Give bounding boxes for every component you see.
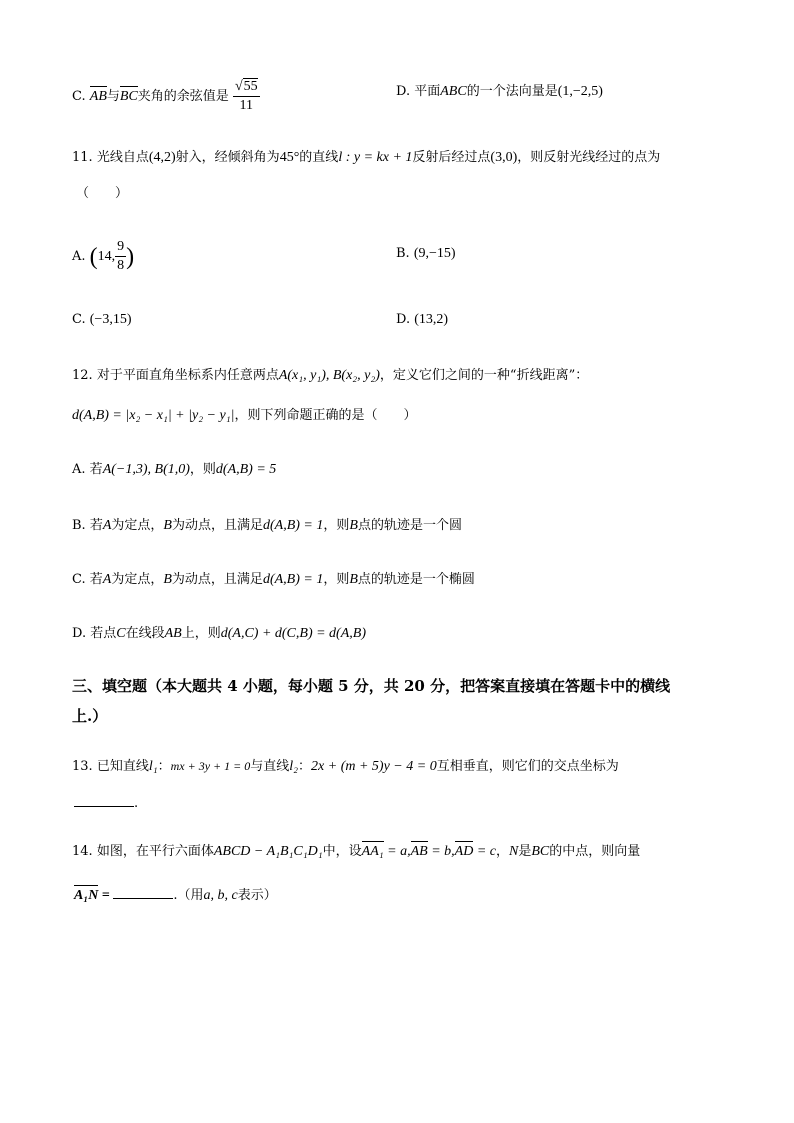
- text: 如图，在平行六面体: [96, 844, 214, 859]
- text: 射入，经倾斜角为: [175, 150, 280, 165]
- answer-blank[interactable]: [74, 792, 134, 807]
- fraction: [115, 238, 126, 275]
- q10-option-d: [396, 82, 603, 102]
- option-letter: D.: [396, 312, 411, 327]
- text: .: [173, 888, 178, 903]
- denominator: 11: [239, 98, 254, 113]
- plane-name: ABC: [440, 84, 467, 99]
- text: 在线段: [125, 626, 165, 641]
- text: 与: [106, 89, 120, 104]
- text: 若点: [90, 626, 117, 641]
- q12-option-a: [72, 460, 276, 480]
- q11-stem: [72, 148, 660, 168]
- text: ，: [495, 844, 509, 859]
- text: 夹角的余弦值是: [137, 89, 229, 104]
- symbols: a, b, c: [203, 888, 238, 903]
- option-letter: D.: [396, 84, 411, 99]
- text: ，则反射光线经过的点为: [517, 150, 661, 165]
- vector-ad: AD: [455, 842, 474, 862]
- option-letter: C.: [72, 312, 86, 327]
- q12-option-c: [72, 570, 475, 590]
- numerator: 55: [243, 79, 258, 94]
- q11-option-a: A. (14, $\frac{9}{8}$ ): [72, 239, 135, 273]
- symbol: A: [102, 518, 112, 533]
- text: 若: [89, 518, 103, 533]
- text: 对于平面直角坐标系内任意两点: [96, 368, 279, 383]
- option-letter: A.: [72, 462, 86, 477]
- formula: d(A,B) = 5: [215, 462, 277, 477]
- text: ，则: [323, 518, 350, 533]
- formula: d(A,C) + d(C,B) = d(A,B): [220, 626, 366, 641]
- answer-blank[interactable]: [113, 884, 173, 899]
- text: ，则: [189, 462, 216, 477]
- symbol: B: [163, 518, 172, 533]
- text: 若: [89, 462, 103, 477]
- points: A(x₁, y₁), B(x₂, y₂): [278, 368, 380, 383]
- text: 表示）: [237, 888, 277, 903]
- option-letter: C.: [72, 89, 86, 104]
- symbol: B: [163, 572, 172, 587]
- question-number: 11.: [72, 150, 93, 165]
- vector-bc: BC: [120, 87, 138, 107]
- section-heading: 三、填空题（本大题共 4 小题，每小题 5 分，共 20 分，把答案直接填在答题卡中的横线: [72, 677, 671, 695]
- text: .: [134, 796, 139, 811]
- option-value: (−3,15): [89, 312, 132, 327]
- text: 的中点，则向量: [549, 844, 641, 859]
- text: 点的轨迹是一个椭圆: [357, 572, 475, 587]
- q12-option-b: [72, 516, 462, 536]
- symbol: A: [102, 572, 112, 587]
- text: ，定义它们之间的一种“折线距离”：: [379, 368, 589, 383]
- formula: d(A,B) = 1: [262, 572, 324, 587]
- equation: 2x + (m + 5)y − 4 = 0: [311, 759, 437, 774]
- point: (4,2): [148, 150, 176, 165]
- symbol: BC: [531, 844, 550, 859]
- text: 点的轨迹是一个圆: [357, 518, 462, 533]
- equation: mx + 3y + 1 = 0: [170, 759, 251, 773]
- point: (3,0): [490, 150, 518, 165]
- line-equation: l : y = kx + 1: [338, 150, 413, 165]
- q14-stem: [72, 842, 640, 862]
- vector-a1n: A₁N: [74, 886, 98, 906]
- text: ：: [157, 759, 171, 774]
- symbol: N: [509, 844, 519, 859]
- text: 上，则: [181, 626, 221, 641]
- denominator: 8: [117, 258, 125, 273]
- option-value: (9,−15): [413, 246, 456, 261]
- line-name: l₂: [289, 759, 299, 774]
- question-number: 14.: [72, 844, 93, 859]
- vector-ab: AB: [90, 87, 107, 107]
- q11-option-d: [396, 310, 448, 330]
- text: ，则: [323, 572, 350, 587]
- q12-definition: [72, 406, 416, 426]
- text: 为动点，且满足: [171, 572, 263, 587]
- fraction: $\frac{√55}{11}$: [234, 79, 258, 113]
- answer-blank-line: [74, 792, 138, 814]
- angle: 45°: [279, 150, 300, 165]
- option-letter: B.: [72, 518, 86, 533]
- option-letter: C.: [72, 572, 86, 587]
- text: 平面: [414, 84, 441, 99]
- text: 为定点，: [111, 572, 164, 587]
- q12-stem: [72, 366, 588, 386]
- text: 14,: [97, 249, 116, 264]
- text: 互相垂直，则它们的交点坐标为: [436, 759, 619, 774]
- text: 与直线: [250, 759, 290, 774]
- symbol: C: [116, 626, 126, 641]
- symbol: AB: [164, 626, 182, 641]
- numerator: 9: [115, 238, 126, 257]
- answer-paren: （ ）: [76, 186, 129, 201]
- text: 的一个法向量是: [466, 84, 558, 99]
- text: 若: [89, 572, 103, 587]
- text: 为动点，且满足: [171, 518, 263, 533]
- text: = b,: [427, 844, 455, 859]
- q14-answer-line: [74, 884, 277, 906]
- q13-stem: [72, 756, 619, 777]
- distance-formula: d(A,B) = |x₂ − x₁| + |y₂ − y₁|: [72, 408, 235, 423]
- q11-option-b: [396, 244, 456, 264]
- symbol: B: [349, 572, 358, 587]
- text: 中，设: [322, 844, 362, 859]
- text: 为定点，: [111, 518, 164, 533]
- formula: d(A,B) = 1: [263, 518, 324, 533]
- section-heading-cont: 上.）: [72, 707, 108, 725]
- text: （用: [177, 888, 204, 903]
- q10-option-c: [72, 78, 260, 115]
- option-letter: A.: [72, 249, 86, 264]
- text: 的直线: [299, 150, 339, 165]
- option-letter: B.: [396, 246, 410, 261]
- text: = c: [473, 844, 496, 859]
- question-number: 12.: [72, 368, 93, 383]
- text: ，则下列命题正确的是（ ）: [234, 408, 417, 423]
- q11-option-c: [72, 310, 132, 330]
- q12-option-d: [72, 624, 366, 644]
- vector-ab: AB: [411, 842, 428, 862]
- option-value: (13,2): [414, 312, 449, 327]
- option-letter: D.: [72, 626, 87, 641]
- text: 是: [518, 844, 532, 859]
- points: A(−1,3), B(1,0): [102, 462, 190, 477]
- text: 反射后经过点: [412, 150, 491, 165]
- question-number: 13.: [72, 759, 93, 774]
- normal-vector: (1,−2,5): [557, 84, 603, 99]
- symbol: B: [349, 518, 358, 533]
- text: 光线自点: [96, 150, 149, 165]
- text: =: [98, 888, 114, 903]
- text: = a,: [383, 844, 411, 859]
- solid-name: ABCD − A₁B₁C₁D₁: [213, 844, 323, 859]
- text: ：: [298, 759, 312, 774]
- text: 已知直线: [96, 759, 149, 774]
- line-name: l₁: [148, 759, 158, 774]
- vector-aa1: AA₁: [362, 842, 384, 862]
